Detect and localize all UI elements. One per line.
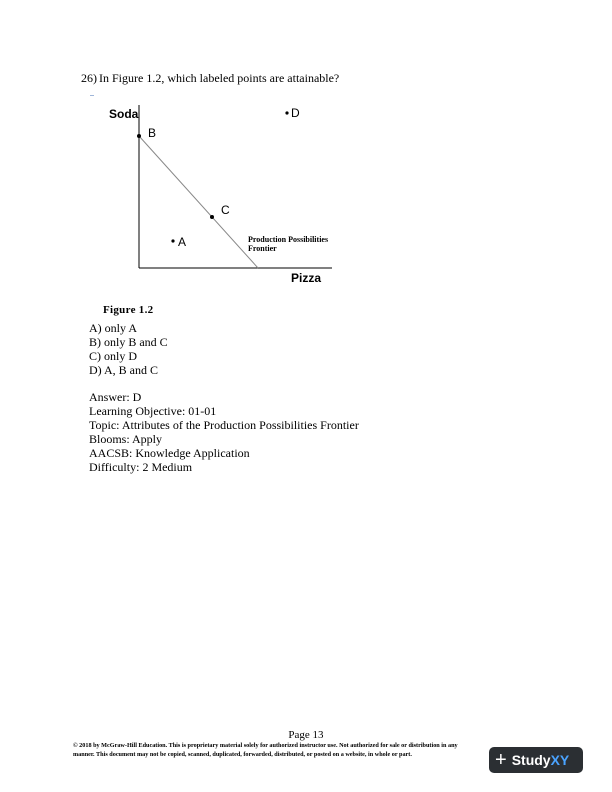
plus-icon: +	[495, 749, 507, 771]
copyright-notice	[73, 741, 523, 759]
y-axis-label: Soda	[109, 107, 139, 121]
learning-objective: Learning Objective: 01-01	[89, 404, 217, 418]
point-d-dot	[285, 111, 288, 114]
choice-b: B) only B and C	[89, 335, 168, 349]
difficulty: Difficulty: 2 Medium	[89, 460, 193, 474]
figure-caption: Figure 1.2	[103, 304, 154, 316]
choice-a: A) only A	[89, 321, 137, 335]
frontier-label-line2: Frontier	[248, 244, 277, 253]
aacsb: AACSB: Knowledge Application	[89, 446, 250, 460]
point-b-dot	[137, 134, 141, 138]
copyright-line-1: © 2018 by McGraw-Hill Education. This is proprietary material solely for authorized instructor use. Not authorized for sale or distribution in any	[73, 742, 458, 749]
question-number: 26)	[81, 71, 97, 85]
choice-d: D) A, B and C	[89, 363, 158, 377]
point-d-label: D	[291, 106, 300, 120]
badge-xy-text: XY	[550, 752, 570, 768]
badge-study-text: Study	[511, 752, 551, 768]
page-number: Page 13	[288, 729, 324, 741]
topic: Topic: Attributes of the Production Possibilities Frontier	[89, 418, 359, 432]
point-a-label: A	[178, 235, 187, 249]
point-c-dot	[210, 215, 214, 219]
frontier-line	[139, 136, 258, 268]
choice-c: C) only D	[89, 349, 137, 363]
point-b-label: B	[148, 126, 157, 140]
answer-line: Answer: D	[89, 390, 142, 404]
point-c-label: C	[221, 203, 230, 217]
answer-choices	[89, 321, 168, 377]
copyright-line-2: manner. This document may not be copied, scanned, duplicated, forwarded, distributed, or posted on a website, in whole or part.	[73, 751, 412, 758]
studyxy-badge[interactable]	[489, 747, 583, 773]
blooms: Blooms: Apply	[89, 432, 163, 446]
question-metadata	[89, 390, 359, 474]
question-text: In Figure 1.2, which labeled points are attainable?	[99, 71, 340, 85]
blue-mark	[90, 95, 94, 96]
point-a-dot	[171, 239, 174, 242]
frontier-label-line1: Production Possibilities	[248, 235, 329, 244]
ppf-figure	[100, 100, 360, 300]
x-axis-label: Pizza	[291, 271, 322, 285]
